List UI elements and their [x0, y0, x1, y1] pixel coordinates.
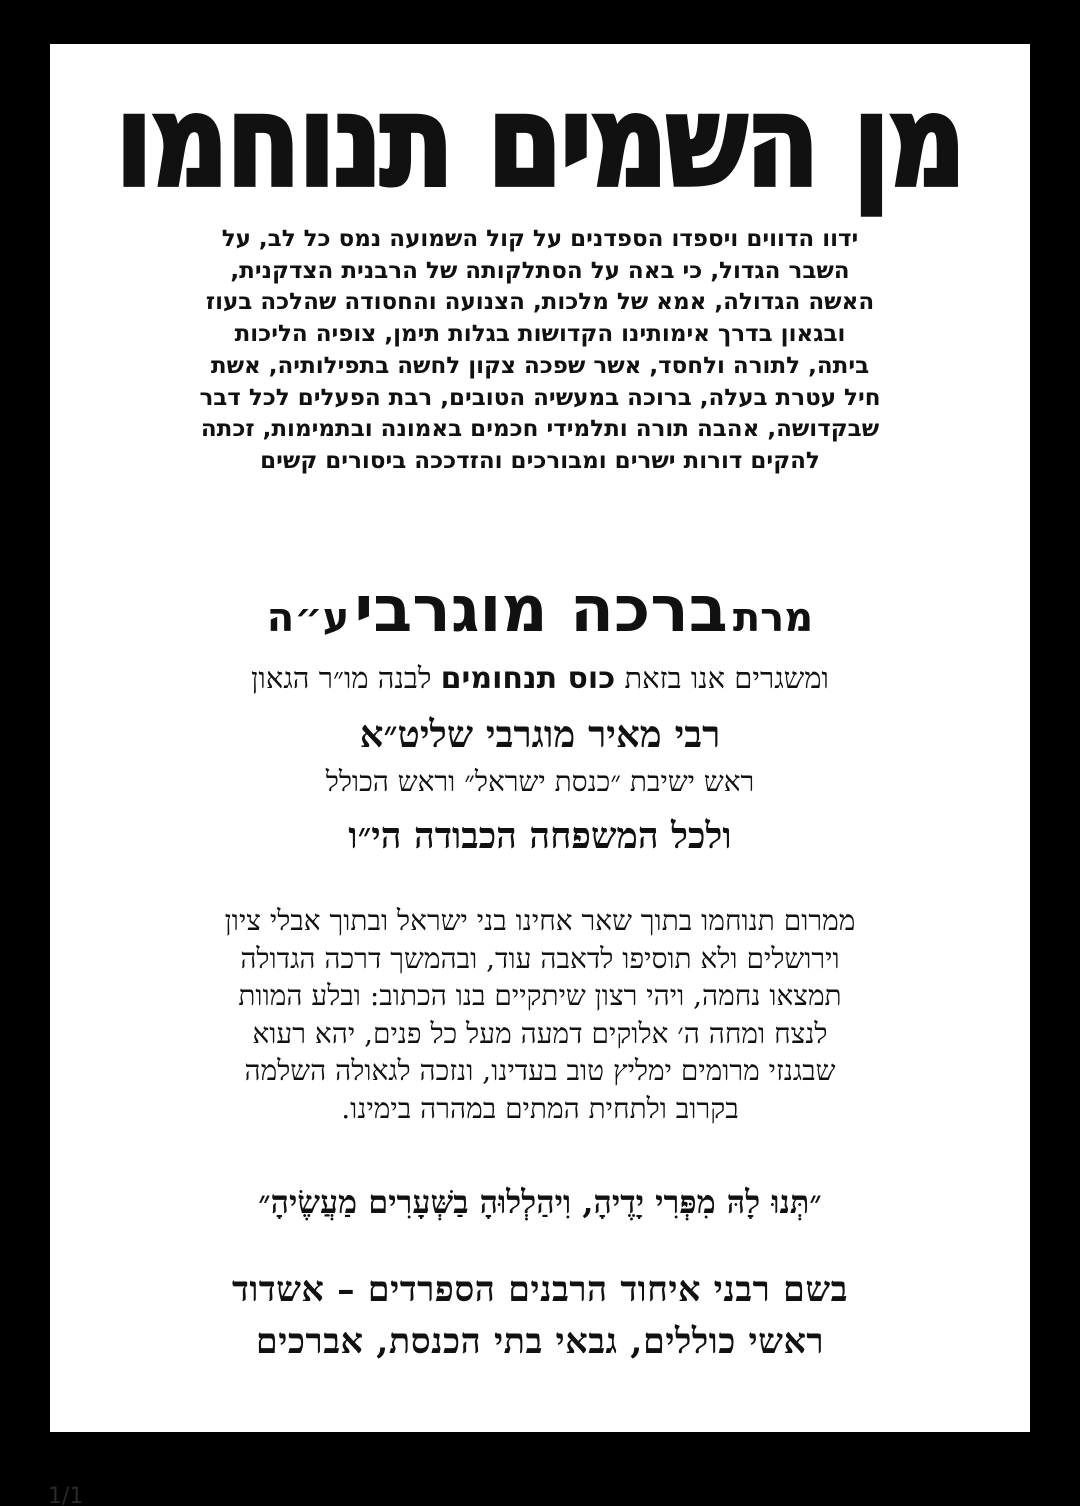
deceased-suffix: ע״ה: [266, 595, 350, 641]
intro-line: השבר הגדול, כי באה על הסתלקותה של הרבנית הצדקנית,: [230, 257, 850, 284]
blessing-line: וירושלים ולא תוסיפו לדאבה עוד, ובהמשך דרכה הגדולה: [240, 941, 840, 975]
intro-line: האשה הגדולה, אמא של מלכות, הצנועה והחסודה שהלכה בעוז: [205, 289, 875, 316]
intro-line: ביתה, לתורה ולחסד, אשר שפכה צקון לחשה בתפילותיה, אשת: [210, 352, 870, 379]
intro-paragraph: [118, 224, 962, 478]
intro-line: ידוו הדווים ויספדו הספדנים על קול השמועה נמס כל לב, על: [221, 226, 859, 252]
condolence-before: ומשגרים אנו בזאת: [624, 661, 829, 695]
blessing-line: בקרוב ולתחית המתים במהרה בימינו.: [341, 1091, 739, 1125]
deceased-full-name: ברכה מוגרבי: [354, 573, 728, 647]
headline: [90, 69, 990, 215]
family-line: ולכל המשפחה הכבודה הי״ו: [348, 815, 732, 857]
intro-line: שבקדושה, אהבה תורה ותלמידי חכמים באמונה ובתמימות, זכתה: [200, 416, 880, 443]
verse-quote: ״תְּנוּ לָהּ מִפְּרִי יָדֶיהָ, וִיהַלְלוּהָ בַשְּׁעָרִים מַעֲשֶׂיהָ״: [258, 1183, 822, 1221]
blessing-line: ממרום תנוחמו בתוך שאר אחינו בני ישראל ובתוך אבלי ציון: [224, 904, 856, 937]
rabbi-role: ראש ישיבת ״כנסת ישראל״ וראש הכולל: [325, 765, 755, 798]
signature-line: ראשי כוללים, גבאי בתי הכנסת, אברכים: [255, 1321, 825, 1362]
deceased-title: מרת: [732, 595, 814, 641]
rabbi-name: רבי מאיר מוגרבי שליט״א: [359, 712, 721, 756]
blessing-paragraph: [122, 902, 958, 1128]
condolence-line: [50, 658, 1030, 699]
blessing-line: שבגנזי מרומים ימליץ טוב בעדינו, ונזכה לגאולה השלמה: [244, 1054, 836, 1088]
intro-line: ובגאון בדרך אימותינו הקדושות בגלות תימן, צופיה הליכות: [234, 321, 846, 348]
headline-text: מן השמים תנוחמו: [115, 69, 965, 215]
signature-line: בשם רבני איחוד הרבנים הספרדים – אשדוד: [232, 1269, 848, 1310]
blessing-line: לנצח ומחה ה׳ אלוקים דמעה מעל כל פנים, יהא רעוא: [252, 1016, 828, 1050]
blessing-line: תמצאו נחמה, ויהי רצון שיתקיים בנו הכתוב: ובלע המוות: [238, 979, 842, 1013]
page-indicator: 1/1: [48, 1484, 84, 1506]
condolence-after: לבנה מו״ר הגאון: [251, 661, 432, 695]
condolence-notice-page: [50, 44, 1030, 1432]
intro-line: להקים דורות ישרים ומבורכים והזדככה ביסורים קשים: [260, 447, 820, 474]
signature-block: [50, 1264, 1030, 1368]
deceased-name: [50, 574, 1030, 662]
condolence-emphasis: כוס תנחומים: [440, 661, 616, 696]
intro-line: חיל עטרת בעלה, ברוכה במעשיה הטובים, רבת הפעלים לכל דבר: [199, 384, 881, 411]
